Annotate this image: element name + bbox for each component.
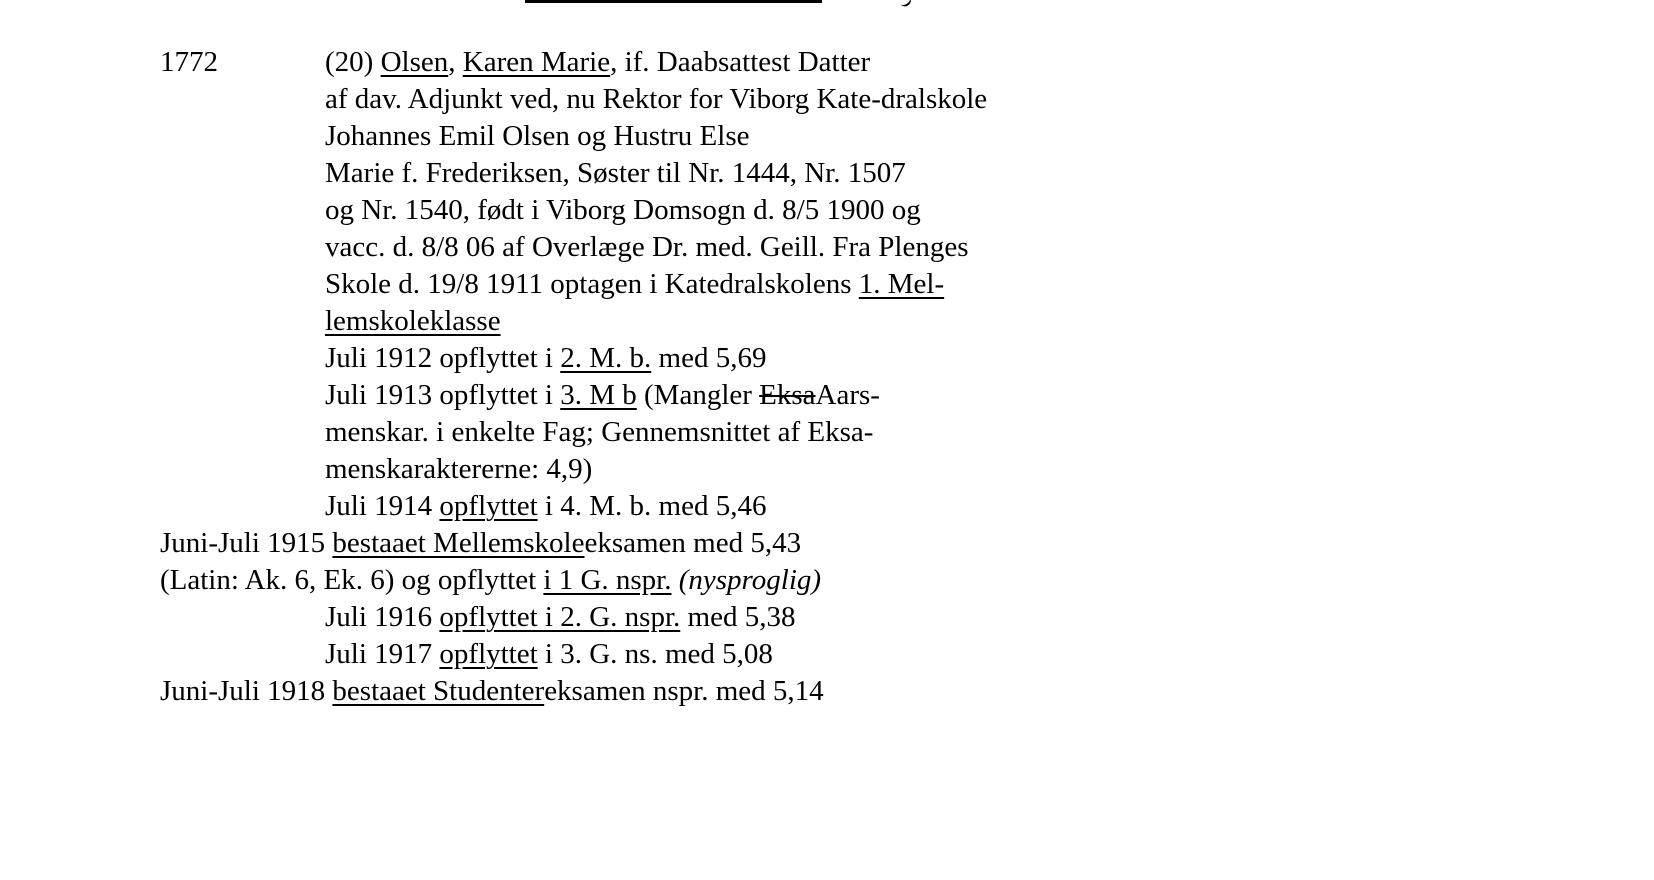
text-run: Marie f. Frederiksen, Søster til Nr. 1444, Nr. 1507 [325,157,906,189]
underlined-text: opflyttet i 2. G. nspr. [439,601,681,633]
record-line [325,43,870,81]
underlined-text: Karen Marie [462,46,611,78]
text-run: Juli 1912 opflyttet i [325,342,561,374]
record-line [160,524,801,562]
record-line [325,154,906,192]
text-run: vacc. d. 8/8 06 af Overlæge Dr. med. Geill. Fra Plenges [325,231,969,263]
underlined-text: i 1 G. nspr. [543,564,672,596]
record-line [325,598,795,636]
underlined-text: 3. M b [560,379,637,411]
text-run: (Mangler [636,379,760,411]
record-line [325,339,766,377]
top-underline-fragment [525,0,822,3]
underlined-text: 1. Mel- [858,268,945,300]
text-run: af dav. Adjunkt ved, nu Rektor for Viborg Kate-dralskole [325,83,988,115]
text-run: med 5,38 [680,601,796,633]
underlined-text: 2. M. b. [560,342,652,374]
text-run: i 3. G. ns. med 5,08 [537,638,773,670]
top-comma-fragment [899,0,913,9]
text-run: i 4. M. b. med 5,46 [537,490,767,522]
record-line [325,302,501,340]
text-run: Juli 1913 opflyttet i [325,379,561,411]
record-line [325,376,880,414]
text-run: , [448,46,463,78]
text-run: (20) [325,46,381,78]
record-line [325,450,592,488]
text-run: Skole d. 19/8 1911 optagen i Katedralskolens [325,268,859,300]
text-run: eksamen med 5,43 [584,527,802,559]
record-line [325,117,749,155]
struck-text: Eksa [759,379,816,411]
text-run [671,564,678,596]
text-run: Aars- [815,379,880,411]
record-line [325,191,921,229]
underlined-text: Olsen [380,46,449,78]
underlined-text: opflyttet [439,638,538,670]
text-run: Juni-Juli 1915 [160,527,333,559]
text-run: menskaraktererne: 4,9) [325,453,593,485]
text-run: (Latin: Ak. 6, Ek. 6) og opflyttet [160,564,544,596]
text-run: Juli 1914 [325,490,440,522]
text-run: med 5,69 [651,342,767,374]
text-run: Johannes Emil Olsen og Hustru Else [325,120,750,152]
text-run: eksamen nspr. med 5,14 [544,675,824,707]
underlined-text: bestaaet Mellemskole [332,527,585,559]
record-line [325,228,968,266]
record-line [325,487,766,525]
underlined-text: bestaaet Studenter [332,675,545,707]
text-run: Juli 1916 [325,601,440,633]
underlined-text: opflyttet [439,490,538,522]
text-run: Juni-Juli 1918 [160,675,333,707]
text-run: og Nr. 1540, født i Viborg Domsogn d. 8/5 1900 og [325,194,921,226]
text-run: Juli 1917 [325,638,440,670]
italic-text: (nysproglig) [678,564,822,596]
text-run: menskar. i enkelte Fag; Gennemsnittet af Eksa- [325,416,874,448]
entry-number: 1772 [160,46,218,78]
text-run: , if. Daabsattest Datter [610,46,871,78]
record-line [325,80,987,118]
record-line [325,635,773,673]
record-line [160,672,824,710]
record-line [325,413,873,451]
record-line [160,561,821,599]
record-line [325,265,944,303]
underlined-text: lemskoleklasse [325,305,501,337]
